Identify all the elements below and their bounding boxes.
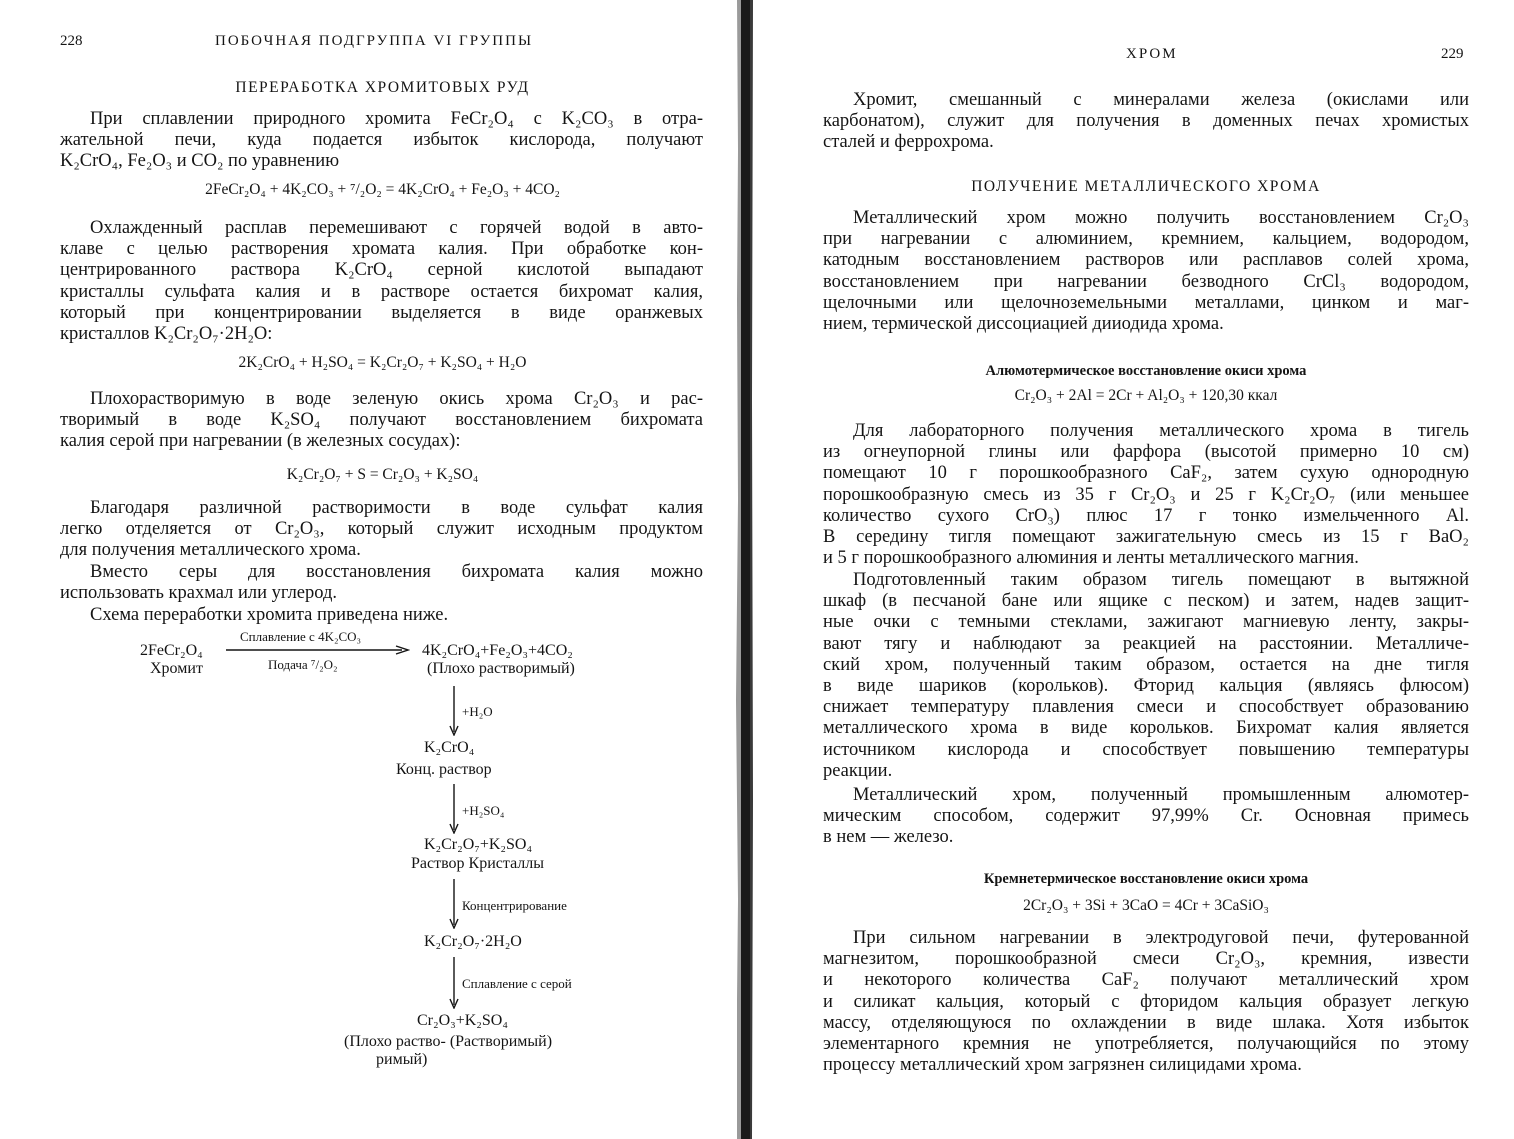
text-line: Схема переработки хромита приведена ниже. — [90, 605, 449, 625]
scheme-step-4: Сплавление с серой — [462, 976, 572, 991]
text-line: Металлический хром можно получить восстановлением Cr₂O₃ — [853, 208, 1469, 228]
text-line: для получения металлического хрома. — [60, 540, 361, 561]
text-line: помещают 10 г порошкообразного CaF₂, затем сухую однородную — [823, 463, 1469, 484]
page-number-left: 228 — [60, 33, 83, 49]
scheme-product-1: 4K₂CrO₄+Fe₂O₃+4CO₂ — [422, 642, 573, 659]
text-line: При сплавлении природного хромита FeCr₂O₄ с K₂CO₃ в отра- — [90, 109, 703, 129]
text-line: клаве с целью растворения хромата калия. При обработке кон- — [60, 239, 703, 260]
section-title-processing: ПЕРЕРАБОТКА ХРОМИТОВЫХ РУД — [235, 79, 530, 96]
scheme-step-3: Концентрирование — [462, 898, 567, 913]
text-line: щелочными или щелочноземельными металлами, цинком и маг- — [823, 292, 1469, 313]
text-line: ский хром, полученный таким образом, остается на дне тигля — [823, 654, 1469, 675]
paragraph-r3 — [823, 421, 1469, 569]
text-line: восстановлением при нагревании безводного CrCl₃ водородом, — [823, 271, 1469, 292]
text-line: количество сухого CrO₃) плюс 17 г тонко измельченного Al. — [823, 505, 1469, 526]
text-line: в нем — железо. — [823, 827, 954, 848]
text-line: снижает температуру плавления смеси и способствует образованию — [823, 697, 1469, 718]
text-line: Металлический хром, полученный промышленным алюмотер- — [853, 785, 1469, 805]
text-line: массу, отделяющуюся по охлаждении в виде шлака. Хотя избыток — [823, 1012, 1469, 1033]
text-line: процессу металлический хром загрязнен силицидами хрома. — [823, 1055, 1302, 1076]
text-line: Подготовленный таким образом тигель помещают в вытяжной — [853, 570, 1469, 590]
text-line: использовать крахмал или углерод. — [60, 583, 338, 604]
paragraph-r4 — [823, 570, 1469, 782]
equation-1: 2FeCr₂O₄ + 4K₂CO₃ + ⁷/₂O₂ = 4K₂CrO₄ + Fe₂O₃ + 4CO₂ — [205, 181, 560, 198]
text-line: центрированного раствора K₂CrO₄ серной кислотой выпадают — [60, 260, 703, 281]
text-line: источником кислорода и способствует повышению температуры — [823, 739, 1469, 760]
scheme-product-2-note: Конц. раствор — [396, 761, 492, 778]
scheme-product-4: K₂Cr₂O₇·2H₂O — [424, 933, 522, 950]
paragraph-2 — [60, 218, 703, 345]
paragraph-r1 — [823, 90, 1469, 154]
text-line: сталей и феррохрома. — [823, 132, 994, 153]
text-line: Вместо серы для восстановления бихромата калия можно — [90, 562, 703, 582]
scheme-arrow-bottom-label: Подача ⁷/₂O₂ — [268, 657, 338, 672]
text-line: при нагревании с алюминием, кремнием, кальцием, водородом, — [823, 229, 1469, 250]
text-line: В середину тигля помещают зажигательную смесь из 15 г BaO₂ — [823, 527, 1469, 548]
scheme-product-2: K₂CrO₄ — [424, 739, 475, 756]
text-line: Плохорастворимую в воде зеленую окись хрома Cr₂O₃ и рас- — [90, 389, 703, 409]
scheme-product-1-note: (Плохо растворимый) — [427, 660, 575, 677]
paragraph-3 — [60, 389, 703, 453]
paragraph-4 — [60, 498, 703, 562]
text-line: При сильном нагревании в электродуговой печи, футерованной — [853, 928, 1469, 948]
equation-3: K₂Cr₂O₇ + S = Cr₂O₃ + K₂SO₄ — [286, 466, 479, 483]
left-page — [0, 0, 735, 1139]
scheme-product-5-note: (Плохо раство- (Растворимый) — [344, 1033, 553, 1050]
arrow-down-icon — [448, 957, 460, 1009]
text-line: Охлажденный расплав перемешивают с горячей водой в авто- — [90, 218, 703, 238]
text-line: в виде шариков (корольков). Фторид кальция (являясь флюсом) — [823, 676, 1469, 697]
arrow-down-icon — [448, 879, 460, 929]
text-line: Для лабораторного получения металлического хрома в тигель — [853, 421, 1469, 441]
text-line: калия серой при нагревании (в железных сосудах): — [60, 431, 461, 452]
text-line: катодным восстановлением растворов или расплавов солей хрома, — [823, 250, 1469, 271]
text-line: легко отделяется от Cr₂O₃, который служит исходным продуктом — [60, 519, 703, 540]
text-line: реакции. — [823, 760, 893, 781]
text-line: из огнеупорной глины или фарфора (высотой примерно 10 см) — [823, 442, 1469, 463]
equation-2: 2K₂CrO₄ + H₂SO₄ = K₂Cr₂O₇ + K₂SO₄ + H₂O — [238, 354, 527, 371]
book-spine-gutter — [733, 0, 765, 1139]
text-line: ные очки с темными стеклами, зажигают магниевую ленту, закры- — [823, 612, 1469, 633]
text-line: карбонатом), служит для получения в доменных печах хромистых — [823, 111, 1469, 132]
text-line: магнезитом, порошкообразной смеси Cr₂O₃, кремния, извести — [823, 949, 1469, 970]
text-line: K₂CrO₄, Fe₂O₃ и CO₂ по уравнению — [60, 151, 340, 172]
section-title-metallic-chromium: ПОЛУЧЕНИЕ МЕТАЛЛИЧЕСКОГО ХРОМА — [971, 178, 1321, 195]
arrow-down-icon — [448, 784, 460, 834]
scheme-product-5: Cr₂O₃+K₂SO₄ — [417, 1012, 508, 1029]
equation-r2: 2Cr₂O₃ + 3Si + 3CaO = 4Cr + 3CaSiO₃ — [1023, 897, 1269, 914]
scheme-step-2: +H₂SO₄ — [462, 803, 505, 818]
text-line: и силикат кальция, который с фторидом кальция образует легкую — [823, 991, 1469, 1012]
text-line: и некоторого количества CaF₂ получают металлический хром — [823, 970, 1469, 991]
paragraph-5 — [60, 562, 703, 604]
text-line: творимый в воде K₂SO₄ получают восстановлением бихромата — [60, 410, 703, 431]
text-line: мическим способом, содержит 97,99% Cr. Основная примесь — [823, 806, 1469, 827]
scheme-arrow-top-label: Сплавление с 4K₂CO₃ — [240, 629, 362, 644]
text-line: нием, термической диссоциацией дииодида хрома. — [823, 314, 1224, 335]
text-line: Хромит, смешанный с минералами железа (окислами или — [853, 90, 1469, 110]
text-line: и 5 г порошкообразного алюминия и ленты металлического магния. — [823, 548, 1359, 569]
paragraph-1 — [60, 109, 703, 173]
running-header-left: ПОБОЧНАЯ ПОДГРУППА VI ГРУППЫ — [215, 33, 534, 49]
text-line: жательной печи, куда подается избыток кислорода, получают — [60, 130, 703, 151]
running-header-right: ХРОМ — [1126, 46, 1178, 62]
text-line: шкаф (в песчаной бане или ящике с песком) и затем, надев защит- — [823, 591, 1469, 612]
arrow-right-icon — [226, 644, 410, 656]
scheme-start-name: Хромит — [150, 660, 203, 677]
paragraph-r5 — [823, 785, 1469, 849]
equation-r1: Cr₂O₃ + 2Al = 2Cr + Al₂O₃ + 120,30 ккал — [1014, 387, 1278, 404]
scheme-step-1: +H₂O — [462, 704, 493, 719]
text-line: вают тягу и наблюдают за реакцией на расстоянии. Металличе- — [823, 633, 1469, 654]
text-line: металлического хрома в виде корольков. Бихромат калия является — [823, 718, 1469, 739]
text-line: который при концентрировании выделяется в виде оранжевых — [60, 302, 703, 323]
text-line: кристаллов K₂Cr₂O₇·2H₂O: — [60, 324, 273, 345]
scheme-start-formula: 2FeCr₂O₄ — [140, 642, 203, 659]
text-line: порошкообразную смесь из 35 г Cr₂O₃ и 25 г K₂Cr₂O₇ (или меньшее — [823, 484, 1469, 505]
scheme-product-3: K₂Cr₂O₇+K₂SO₄ — [424, 836, 533, 853]
subsection-silicothermic: Кремнетермическое восстановление окиси хрома — [983, 871, 1309, 887]
text-line: Благодаря различной растворимости в воде сульфат калия — [90, 498, 703, 518]
arrow-down-icon — [448, 686, 460, 736]
paragraph-6 — [60, 605, 703, 626]
paragraph-r6 — [823, 928, 1469, 1076]
page-number-right: 229 — [1441, 46, 1464, 62]
scheme-product-3-note: Раствор Кристаллы — [411, 855, 545, 872]
right-page — [765, 0, 1514, 1139]
text-line: кристаллы сульфата калия и в растворе остается бихромат калия, — [60, 281, 703, 302]
paragraph-r2 — [823, 208, 1469, 335]
subsection-aluminothermic: Алюмотермическое восстановление окиси хрома — [985, 363, 1307, 379]
scheme-product-5-note-cont: римый) — [376, 1051, 428, 1068]
text-line: элементарного кремния не употребляется, получающийся по этому — [823, 1034, 1469, 1055]
